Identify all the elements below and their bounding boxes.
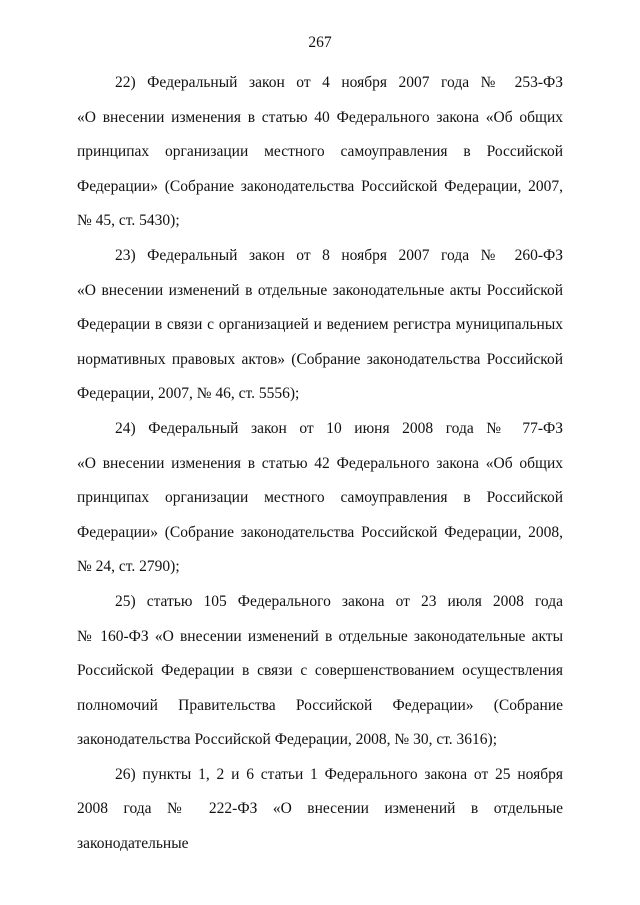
paragraph [77,66,563,239]
text-line: 25) статью 105 Федерального закона от 23 июля 2008 года [115,592,563,610]
text-line: 2008 года № 222-ФЗ «О внесении изменений в отдельные законодательные [77,800,563,853]
text-line: законодательства Российской Федерации, 2008, № 30, ст. 3616); [77,731,498,749]
text-line: принципах организации местного самоуправления в Российской [77,489,563,507]
text-line: Федерации» (Собрание законодательства Российской Федерации, 2008, [77,523,563,541]
text-line: № 160-ФЗ «О внесении изменений в отдельные законодательные акты [77,627,563,645]
text-line: 23) Федеральный закон от 8 ноября 2007 года № 260-ФЗ [115,246,563,264]
text-line: № 24, ст. 2790); [77,558,180,576]
text-line: Федерации в связи с организацией и ведением регистра муниципальных [77,316,563,334]
page-number: 267 [308,34,332,51]
paragraph [77,412,563,585]
paragraph [77,239,563,412]
text-line: нормативных правовых актов» (Собрание законодательства Российской [77,350,563,368]
text-line: 26) пункты 1, 2 и 6 статьи 1 Федерального закона от 25 ноября [115,765,563,783]
text-line: «О внесении изменения в статью 42 Федерального закона «Об общих [77,454,563,472]
paragraph [77,585,563,758]
text-line: «О внесении изменения в статью 40 Федерального закона «Об общих [77,108,563,126]
text-line: «О внесении изменений в отдельные законодательные акты Российской [77,281,563,299]
text-line: 22) Федеральный закон от 4 ноября 2007 года № 253-ФЗ [115,74,563,91]
text-line: Федерации» (Собрание законодательства Российской Федерации, 2007, [77,177,563,195]
text-line: Российской Федерации в связи с совершенствованием осуществления [77,662,563,680]
text-line: Федерации, 2007, № 46, ст. 5556); [77,385,300,403]
text-line: 24) Федеральный закон от 10 июня 2008 года № 77-ФЗ [115,419,563,437]
text-line: полномочий Правительства Российской Федерации» (Собрание [77,696,563,714]
text-line: № 45, ст. 5430); [77,212,180,230]
text-line: принципах организации местного самоуправления в Российской [77,143,563,161]
document-body [77,66,563,862]
paragraph [77,758,563,862]
